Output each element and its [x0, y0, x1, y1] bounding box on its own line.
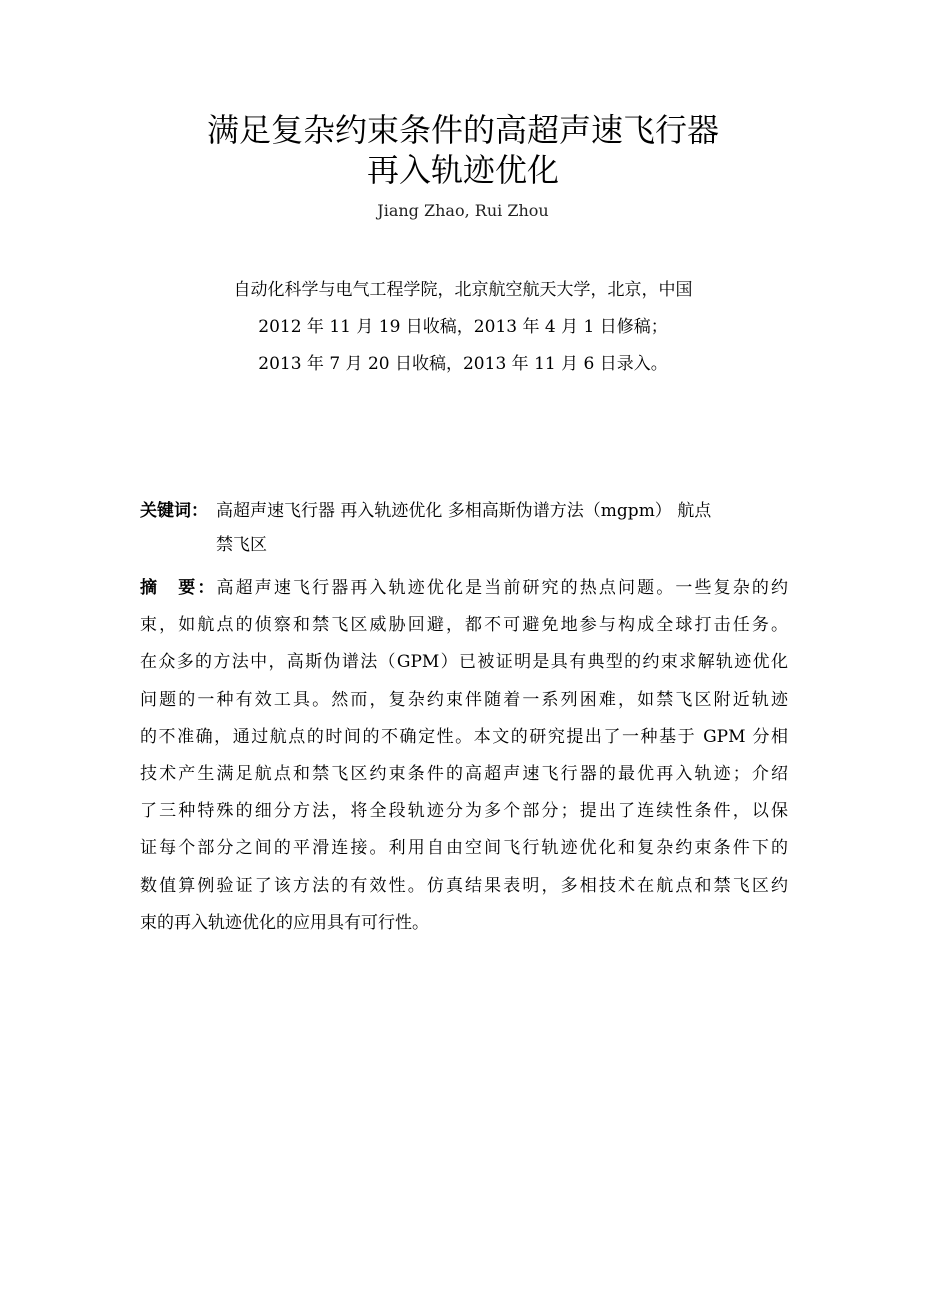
keywords-block: [140, 494, 790, 562]
abstract-line: [140, 570, 788, 607]
abstract-block: [140, 570, 788, 942]
paper-title: [0, 110, 926, 190]
abstract-line: 数值算例验证了该方法的有效性。仿真结果表明，多相技术在航点和禁飞区约: [140, 875, 788, 896]
accepted-dates-line: 2013 年 7 月 20 日收稿，2013 年 11 月 6 日录入。: [258, 354, 668, 374]
abstract-label: 摘 要：: [140, 578, 217, 598]
author-list: Jiang Zhao, Rui Zhou: [377, 201, 549, 220]
abstract-line: 束，如航点的侦察和禁飞区威胁回避，都不可避免地参与构成全球打击任务。: [140, 615, 788, 636]
abstract-line: 证每个部分之间的平滑连接。利用自由空间飞行轨迹优化和复杂约束条件下的: [140, 838, 788, 859]
abstract-line: 的不准确，通过航点的时间的不确定性。本文的研究提出了一种基于 GPM 分相: [140, 726, 788, 747]
abstract-line: 问题的一种有效工具。然而，复杂约束伴随着一系列困难，如禁飞区附近轨迹: [140, 689, 788, 710]
abstract-line: 了三种特殊的细分方法，将全段轨迹分为多个部分；提出了连续性条件，以保: [140, 801, 788, 822]
affiliation-line: 自动化科学与电气工程学院，北京航空航天大学，北京，中国: [233, 280, 693, 300]
title-line-1: 满足复杂约束条件的高超声速飞行器: [206, 111, 719, 149]
affiliation-block: [0, 272, 926, 383]
abstract-line: 技术产生满足航点和禁飞区约束条件的高超声速飞行器的最优再入轨迹；介绍: [140, 764, 788, 785]
keywords-line-1: 高超声速飞行器 再入轨迹优化 多相高斯伪谱方法（mgpm） 航点: [216, 501, 712, 521]
keywords-label: 关键词：: [140, 501, 208, 521]
abstract-line: 在众多的方法中，高斯伪谱法（GPM）已被证明是具有典型的约束求解轨迹优化: [140, 652, 788, 673]
keywords-line-2: 禁飞区: [216, 535, 267, 555]
received-dates-line: 2012 年 11 月 19 日收稿，2013 年 4 月 1 日修稿；: [258, 317, 668, 337]
abstract-line: 束的再入轨迹优化的应用具有可行性。: [140, 912, 429, 933]
title-line-2: 再入轨迹优化: [366, 151, 559, 189]
abstract-line-text: 高超声速飞行器再入轨迹优化是当前研究的热点问题。一些复杂的约: [216, 578, 789, 598]
